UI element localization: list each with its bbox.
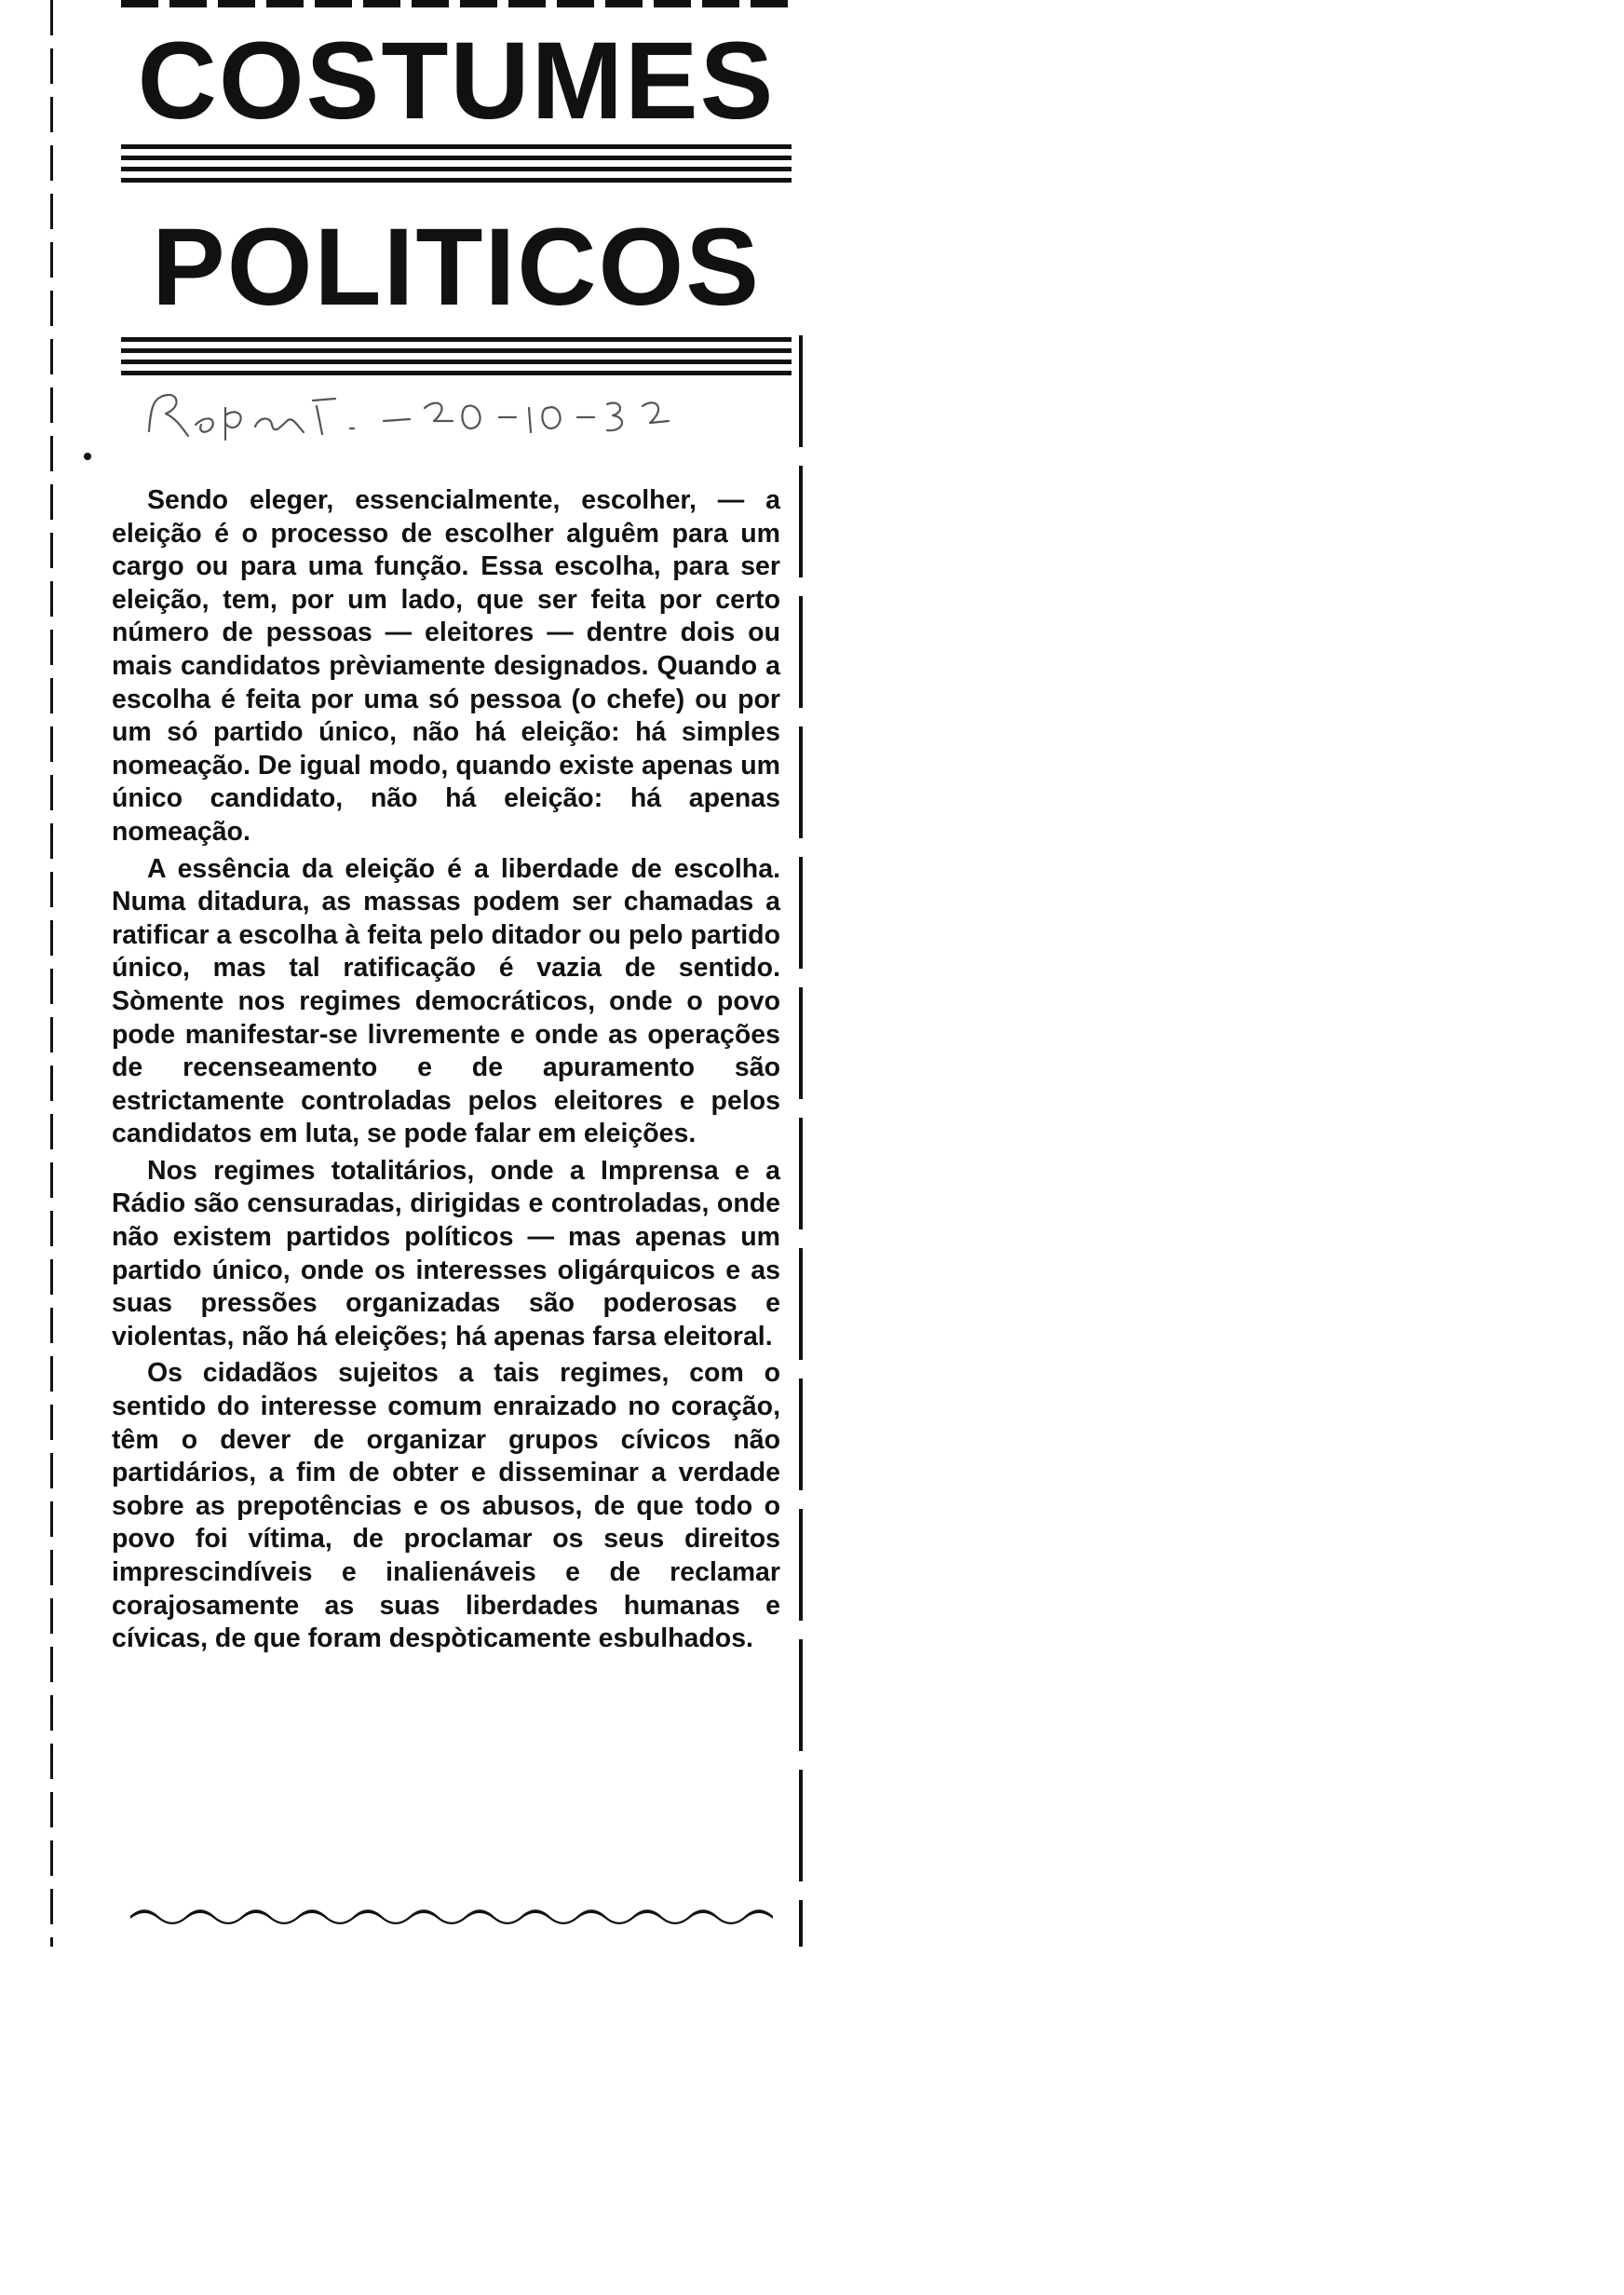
- article-body: [112, 484, 780, 1656]
- clipping-left-edge: [50, 0, 53, 1947]
- closing-ornament-rule: [130, 1906, 773, 1926]
- margin-dot: [84, 453, 91, 460]
- handwritten-source-note: [140, 380, 754, 445]
- clipping-top-edge: [121, 0, 792, 7]
- headline-line-2: POLITICOS: [152, 206, 761, 329]
- article-paragraph-4: Os cidadãos sujeitos a tais regimes, com o sentido do interesse comum enraizado no coração, têm o dever de organizar grupos cívicos não partidários, a fim de obter e disseminar a verdade sobre as prepotências e os abusos, de que todo o povo foi vítima, de proclamar os seus direitos imprescindíveis e inalienáveis e de reclamar corajosamente as suas liberdades humanas e cívicas, de que foram despòticamente esbulhados.: [112, 1358, 780, 1654]
- article-paragraph-2: A essência da eleição é a liberdade de escolha. Numa ditadura, as massas podem ser chamadas a ratificar a escolha à feita pelo ditador ou pelo partido único, mas tal ratificação é vazia de sentido. Sòmente nos regimes democráticos, onde o povo pode manifestar-se livremente e onde as operações de recenseamento e de apuramento são estrictamente controladas pelos eleitores e pelos candidatos em luta, se pode falar em eleições.: [112, 853, 780, 1149]
- article-paragraph-3: Nos regimes totalitários, onde a Imprensa e a Rádio são censuradas, dirigidas e controladas, onde não existem partidos políticos — mas apenas um partido único, onde os interesses oligárquicos e as suas pressões organizadas são poderosas e violentas, não há eleições; há apenas farsa eleitoral.: [112, 1155, 780, 1351]
- headline-rules-bottom: [121, 337, 792, 382]
- headline-rules-top: [121, 144, 792, 189]
- clipping-right-edge: [799, 335, 803, 1947]
- headline-line-1: COSTUMES: [137, 20, 776, 143]
- article-paragraph-1: Sendo eleger, essencialmente, escolher, — a eleição é o processo de escolher alguêm para um cargo ou para uma função. Essa escolha, para ser eleição, tem, por um lado, que ser feita por certo número de pessoas — eleitores — dentre dois ou mais candidatos prèviamente designados. Quando a escolha é feita por uma só pessoa (o chefe) ou por um só partido único, não há eleição: há simples nomeação. De igual modo, quando existe apenas um único candidato, não há eleição: há apenas nomeação.: [112, 485, 780, 847]
